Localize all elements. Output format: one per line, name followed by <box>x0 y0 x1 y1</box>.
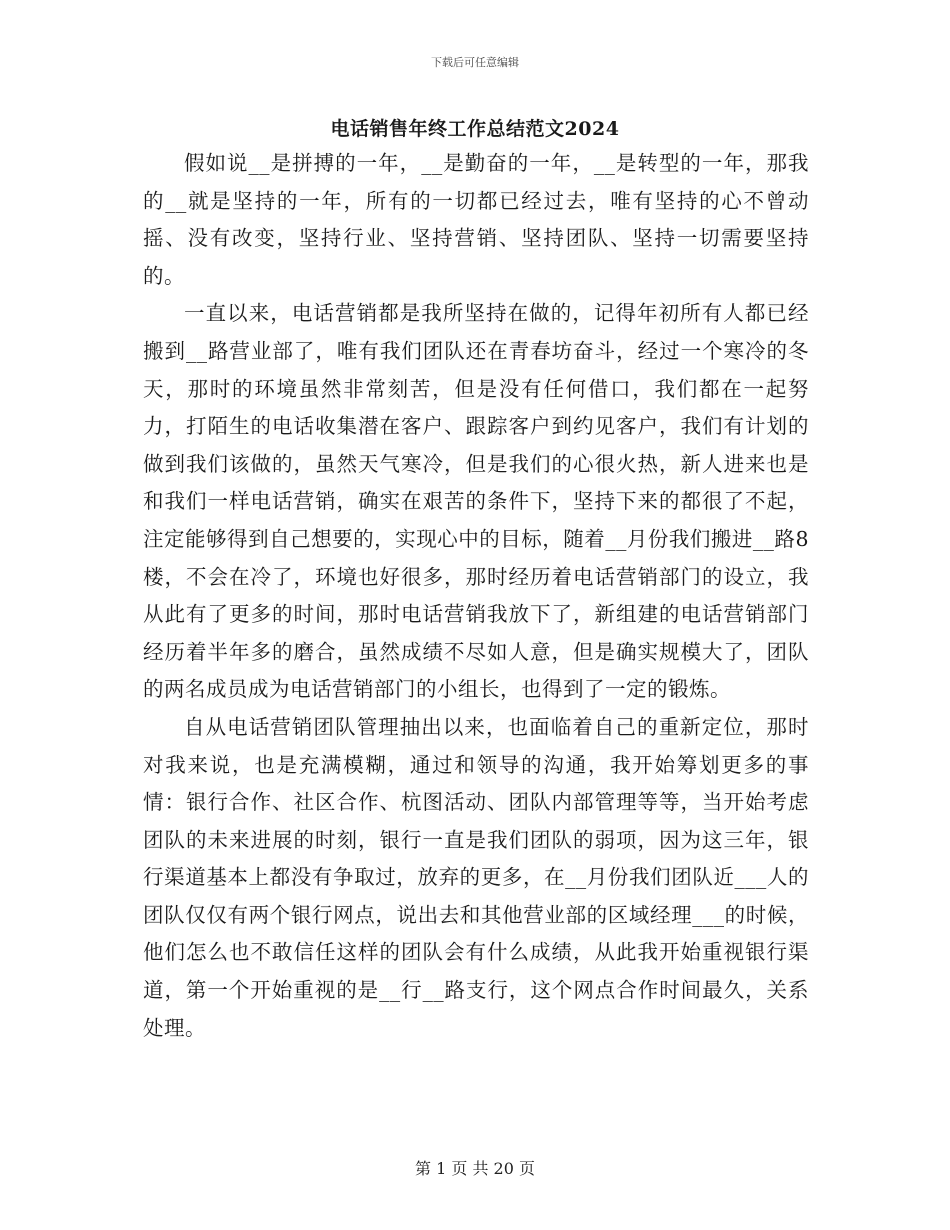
page-number-footer: 第 1 页 共 20 页 <box>415 1159 535 1178</box>
paragraph-1: 假如说__是拼搏的一年，__是勤奋的一年，__是转型的一年，那我的__就是坚持的一年，所有的一切都已经过去，唯有坚持的心不曾动摇、没有改变，坚持行业、坚持营销、坚持团队、坚持一切需要坚持的。 <box>143 151 809 288</box>
header-note: 下载后可任意编辑 <box>431 56 519 69</box>
paragraph-2: 一直以来，电话营销都是我所坚持在做的，记得年初所有人都已经搬到__路营业部了，唯有我们团队还在青春坊奋斗，经过一个寒冷的冬天，那时的环境虽然非常刻苦，但是没有任何借口，我们都在一起努力，打陌生的电话收集潜在客户、跟踪客户到约见客户，我们有计划的做到我们该做的，虽然天气寒冷，但是我们的心很火热，新人进来也是和我们一样电话营销，确实在艰苦的条件下，坚持下来的都很了不起，注定能够得到自己想要的，实现心中的目标，随着__月份我们搬进__路8楼，不会在冷了，环境也好很多，那时经历着电话营销部门的设立，我从此有了更多的时间，那时电话营销我放下了，新组建的电话营销部门经历着半年多的磨合，虽然成绩不尽如人意，但是确实规模大了，团队的两名成员成为电话营销部门的小组长，也得到了一定的锻炼。 <box>143 301 809 702</box>
document-body <box>143 145 809 1047</box>
document-title: 电话销售年终工作总结范文2024 <box>330 118 620 140</box>
paragraph-3: 自从电话营销团队管理抽出以来，也面临着自己的重新定位，那时对我来说，也是充满模糊，通过和领导的沟通，我开始筹划更多的事情：银行合作、社区合作、杭图活动、团队内部管理等等，当开始考虑团队的未来进展的时刻，银行一直是我们团队的弱项，因为这三年，银行渠道基本上都没有争取过，放弃的更多，在__月份我们团队近___人的团队仅仅有两个银行网点，说出去和其他营业部的区域经理___的时候，他们怎么也不敢信任这样的团队会有什么成绩，从此我开始重视银行渠道，第一个开始重视的是__行__路支行，这个网点合作时间最久，关系处理。 <box>143 714 809 1040</box>
